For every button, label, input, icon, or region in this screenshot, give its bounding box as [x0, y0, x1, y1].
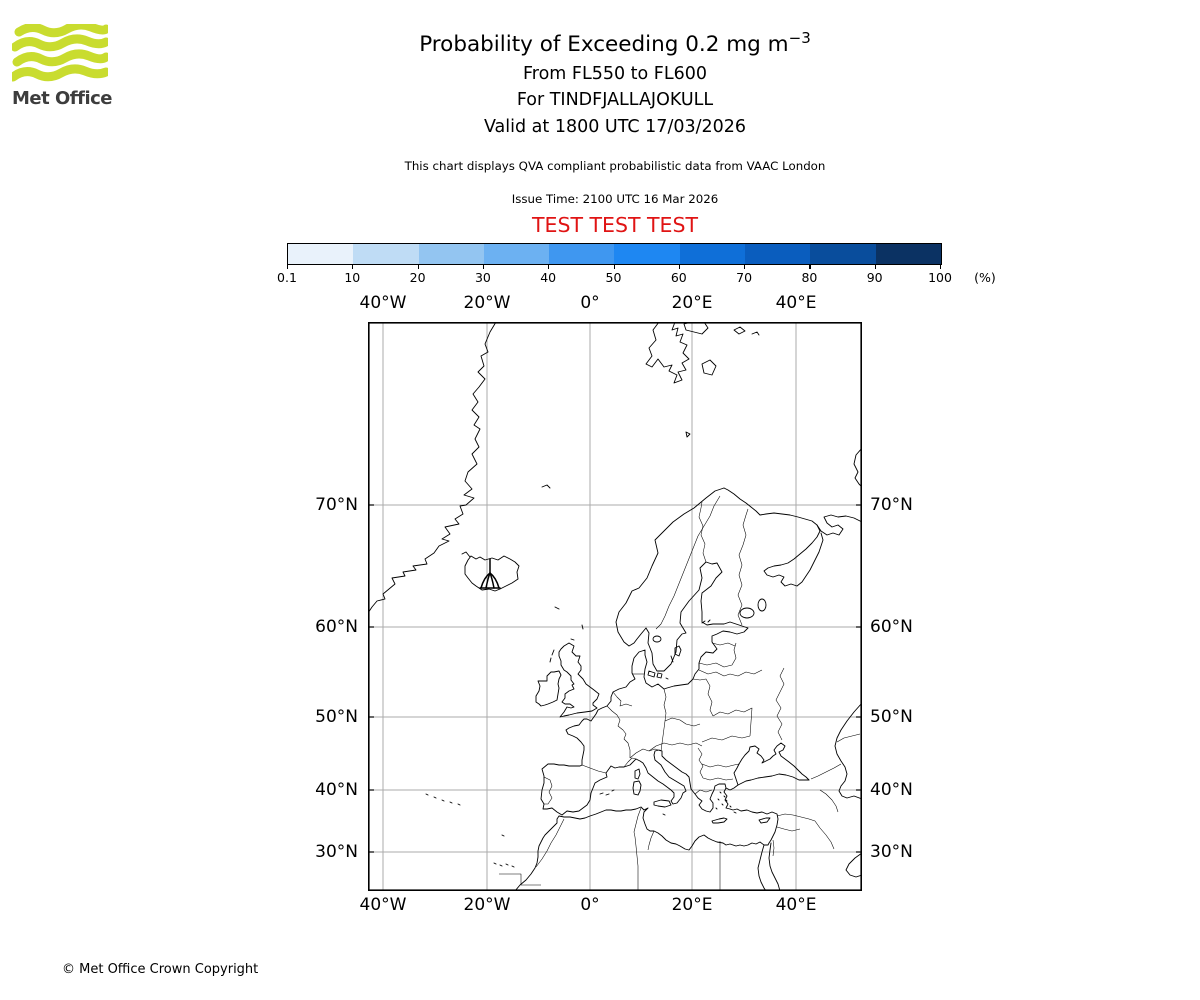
colorbar-tick-label: 90 [866, 270, 883, 285]
colorbar-segment [614, 244, 679, 264]
colorbar-tick-label: 80 [801, 270, 818, 285]
right-axis-label: 60°N [870, 617, 913, 637]
colorbar-unit-label: (%) [974, 270, 996, 285]
colorbar-tick-label: 30 [474, 270, 491, 285]
top-axis-label: 40°W [359, 293, 407, 313]
colorbar-segment [484, 244, 549, 264]
title-exponent: −3 [788, 29, 811, 47]
top-axis-label: 0° [580, 293, 600, 313]
colorbar-segment [810, 244, 875, 264]
colorbar-tick [744, 265, 745, 269]
colorbar-tick-label: 100 [928, 270, 952, 285]
colorbar-tick [940, 265, 941, 269]
right-axis-label: 30°N [870, 842, 913, 862]
left-axis-label: 30°N [315, 842, 358, 862]
colorbar-tick [875, 265, 876, 269]
left-axis-label: 60°N [315, 617, 358, 637]
colorbar-segment [680, 244, 745, 264]
top-axis-label: 20°E [671, 293, 713, 313]
subtitle-flight-levels: From FL550 to FL600 [522, 64, 708, 84]
colorbar-tick-label: 40 [540, 270, 557, 285]
colorbar-tick-label: 0.1 [277, 270, 297, 285]
met-office-logo-text: Met Office [12, 88, 113, 109]
top-axis-label: 40°E [775, 293, 817, 313]
colorbar-tick [679, 265, 680, 269]
colorbar-segment [288, 244, 353, 264]
right-axis-label: 50°N [870, 707, 913, 727]
page-title [30, 29, 1200, 57]
copyright-notice: © Met Office Crown Copyright [62, 962, 259, 977]
europe-north-atlantic-map [368, 322, 862, 891]
colorbar-tick [352, 265, 353, 269]
colorbar-tick-label: 70 [736, 270, 753, 285]
colorbar-segment [353, 244, 418, 264]
bottom-axis-label: 20°E [671, 895, 713, 915]
colorbar-tick [483, 265, 484, 269]
test-banner: TEST TEST TEST [531, 213, 699, 237]
colorbar-tick-label: 10 [344, 270, 361, 285]
colorbar-tick [287, 265, 288, 269]
colorbar-tick [809, 265, 810, 269]
issue-time: Issue Time: 2100 UTC 16 Mar 2026 [511, 192, 719, 206]
probability-colorbar [287, 243, 942, 265]
top-axis-label: 20°W [463, 293, 511, 313]
colorbar-tick [614, 265, 615, 269]
right-axis-label: 40°N [870, 780, 913, 800]
colorbar-segment [876, 244, 941, 264]
title-prefix: Probability of Exceeding 0.2 mg m [419, 32, 789, 58]
left-axis-label: 50°N [315, 707, 358, 727]
bottom-axis-label: 40°E [775, 895, 817, 915]
bottom-axis-label: 20°W [463, 895, 511, 915]
left-axis-label: 40°N [315, 780, 358, 800]
qva-note: This chart displays QVA compliant probabilistic data from VAAC London [404, 159, 826, 173]
colorbar-tick-label: 60 [670, 270, 687, 285]
bottom-axis-label: 0° [580, 895, 600, 915]
colorbar-segment [549, 244, 614, 264]
colorbar-tick [418, 265, 419, 269]
colorbar-tick-label: 50 [605, 270, 622, 285]
colorbar-segment [419, 244, 484, 264]
subtitle-volcano: For TINDFJALLAJOKULL [516, 90, 714, 110]
subtitle-valid-time: Valid at 1800 UTC 17/03/2026 [483, 117, 747, 137]
colorbar-tick-label: 20 [409, 270, 426, 285]
right-axis-label: 70°N [870, 495, 913, 515]
colorbar-tick [548, 265, 549, 269]
left-axis-label: 70°N [315, 495, 358, 515]
bottom-axis-label: 40°W [359, 895, 407, 915]
colorbar-segment [745, 244, 810, 264]
